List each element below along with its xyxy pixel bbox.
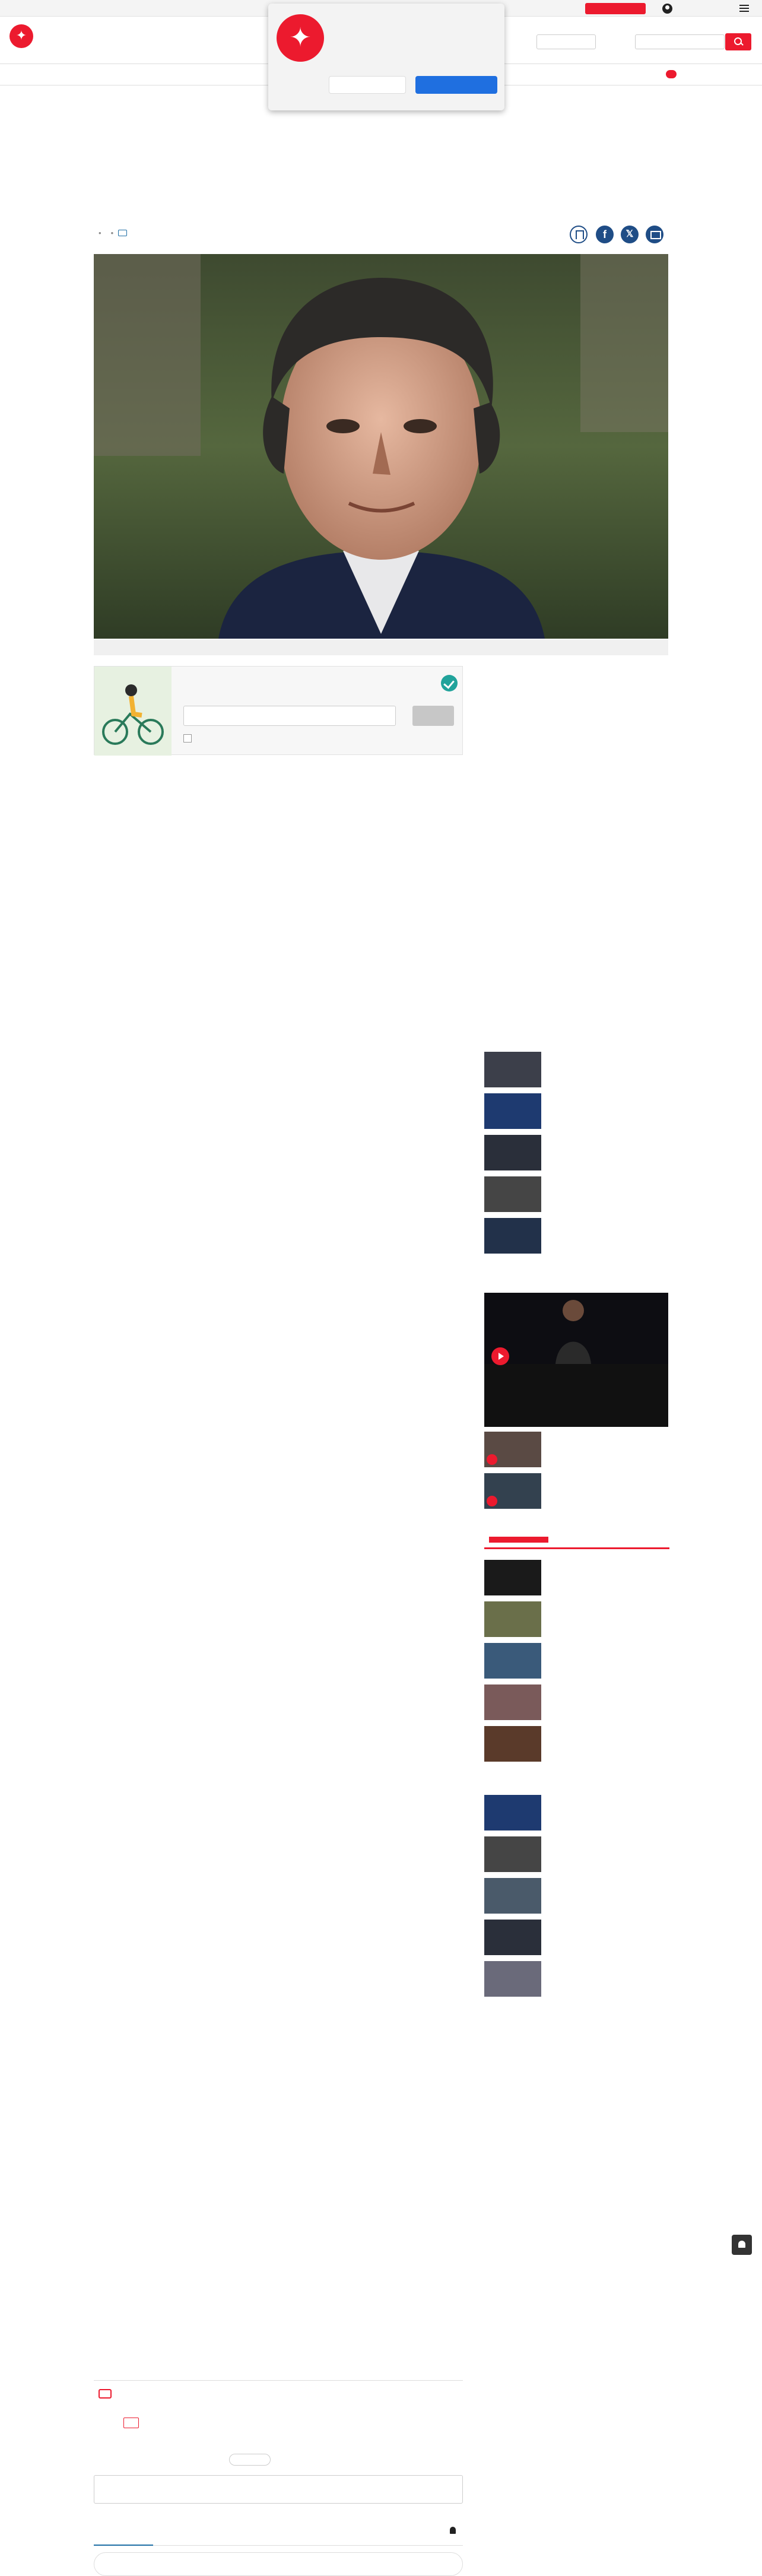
indy100-item[interactable] — [484, 1643, 669, 1679]
not-now-button[interactable] — [329, 76, 406, 94]
indy100-item[interactable] — [484, 1560, 669, 1595]
featured-video[interactable] — [484, 1293, 668, 1427]
tab-all-comments[interactable] — [94, 2520, 153, 2546]
sponsored-item[interactable] — [484, 1961, 669, 1997]
indy100-logo[interactable] — [484, 1531, 669, 1549]
most-popular-item[interactable] — [484, 1218, 669, 1254]
play-icon[interactable] — [491, 1347, 509, 1365]
email-field[interactable] — [183, 706, 396, 726]
comments-icon — [123, 2418, 139, 2428]
comment-input[interactable] — [94, 2475, 463, 2504]
thumbnail — [484, 1836, 541, 1872]
most-popular-item[interactable] — [484, 1093, 669, 1129]
most-popular-item[interactable] — [484, 1176, 669, 1212]
comments-icon — [118, 230, 127, 236]
commenting-forum-promo — [94, 2380, 463, 2428]
hamburger-menu-icon[interactable] — [739, 5, 749, 12]
thumbnail — [484, 1795, 541, 1831]
popup-eagle-icon: ✦ — [277, 14, 324, 62]
thumbnail — [484, 1684, 541, 1720]
yes-please-button[interactable] — [415, 76, 497, 94]
thumbnail — [484, 1135, 541, 1170]
thumbnail — [484, 1093, 541, 1129]
facebook-share-icon[interactable]: f — [596, 226, 614, 243]
search-input[interactable] — [635, 34, 725, 49]
thumbnail — [484, 1601, 541, 1637]
thumbnail — [484, 1176, 541, 1212]
notification-popup — [268, 4, 504, 110]
eagle-logo-icon[interactable]: ✦ — [9, 24, 33, 48]
follow-button[interactable] — [229, 2454, 271, 2466]
video-item[interactable] — [484, 1432, 669, 1467]
article-body — [94, 757, 468, 766]
indy100-item[interactable] — [484, 1726, 669, 1762]
thumbnail — [484, 1961, 541, 1997]
most-popular-item[interactable] — [484, 1052, 669, 1087]
subscribe-button[interactable] — [585, 3, 646, 14]
thumbnail — [484, 1052, 541, 1087]
sign-up-button[interactable] — [412, 706, 454, 726]
hero-image — [94, 254, 668, 639]
comments-jump-link[interactable] — [123, 2418, 142, 2428]
thumbnail — [484, 1218, 541, 1254]
x-share-icon[interactable]: 𝕏 — [621, 226, 639, 243]
independent-tv-logo[interactable] — [663, 70, 677, 81]
bell-icon[interactable] — [450, 2527, 456, 2534]
article-meta: • • — [94, 228, 129, 239]
play-icon — [487, 1454, 497, 1465]
thumbnail — [484, 1560, 541, 1595]
thumbnail — [484, 1726, 541, 1762]
newsletter-signup — [94, 666, 463, 755]
speech-bubble-icon — [99, 2389, 112, 2399]
email-share-icon[interactable] — [646, 226, 663, 243]
notification-bell-icon[interactable] — [732, 2235, 752, 2255]
video-item[interactable] — [484, 1473, 669, 1509]
bookmark-icon[interactable] — [570, 226, 588, 243]
topic-select[interactable] — [536, 34, 596, 49]
thumbnail — [484, 1878, 541, 1914]
image-caption — [94, 640, 668, 655]
cyclist-illustration — [94, 667, 172, 756]
most-popular-item[interactable] — [484, 1135, 669, 1170]
sponsored-item[interactable] — [484, 1920, 669, 1955]
sponsored-item[interactable] — [484, 1795, 669, 1831]
indy100-item[interactable] — [484, 1601, 669, 1637]
start-conversation-button[interactable] — [94, 2552, 463, 2576]
indy100-bar — [489, 1537, 548, 1543]
play-icon — [487, 1496, 497, 1506]
indy100-item[interactable] — [484, 1684, 669, 1720]
thumbnail — [484, 1920, 541, 1955]
checkmark-icon — [441, 675, 458, 691]
comments-link[interactable] — [118, 229, 129, 237]
thumbnail — [484, 1643, 541, 1679]
login-link[interactable] — [662, 3, 676, 14]
tv-badge — [666, 70, 677, 78]
sponsored-item[interactable] — [484, 1836, 669, 1872]
search-button[interactable] — [725, 33, 751, 50]
sponsored-item[interactable] — [484, 1878, 669, 1914]
user-icon — [662, 4, 672, 14]
comments-tabs — [94, 2520, 463, 2546]
consent-checkbox[interactable] — [183, 734, 192, 743]
